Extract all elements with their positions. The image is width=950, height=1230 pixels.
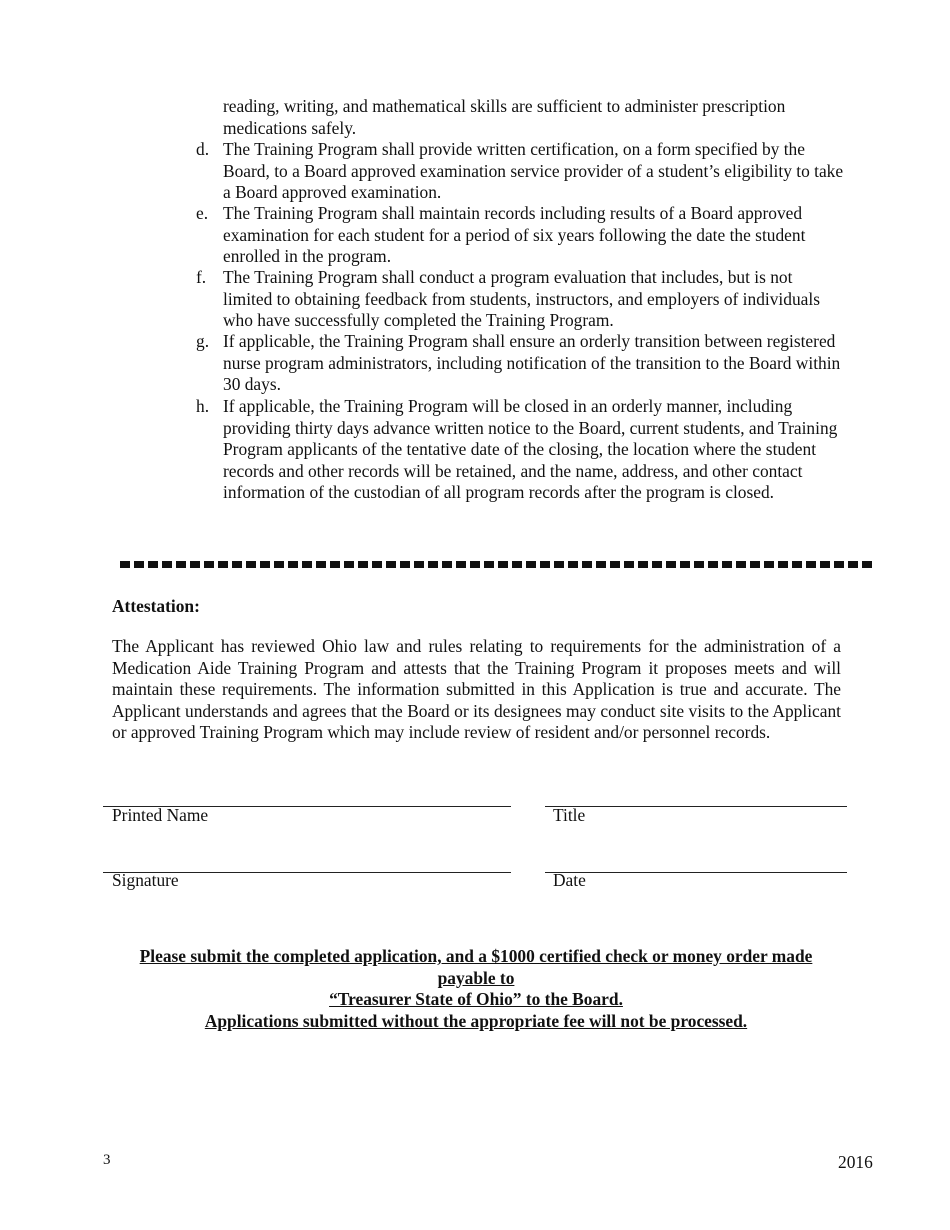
list-item-e	[196, 203, 846, 268]
list-item-f	[196, 267, 846, 332]
list-item-h	[196, 396, 846, 504]
date-label: Date	[553, 870, 586, 890]
printed-name-label: Printed Name	[112, 805, 209, 825]
list-item-g	[196, 331, 846, 396]
list-item-text: The Training Program shall provide written certification, on a form specified by the Board, to a Board approved examination service provider of a student’s eligibility to take a Board approved examination.	[223, 139, 844, 202]
list-item-letter: d.	[196, 139, 210, 159]
list-item-text: If applicable, the Training Program will be closed in an orderly manner, including providing thirty days advance written notice to the Board, current students, and Training Program applicants of the tentative date of the closing, the location where the student records and other records will be retained, and the name, address, and other contact information of the custodian of all program records after the program is closed.	[223, 396, 838, 502]
section-divider	[120, 561, 872, 568]
list-item-text: The Training Program shall maintain records including results of a Board approved examination for each student for a period of six years following the date the student enrolled in the program.	[223, 203, 806, 266]
notice-line-3: Applications submitted without the appropriate fee will not be processed.	[204, 1010, 748, 1031]
title-label: Title	[553, 805, 586, 825]
signature-label: Signature	[112, 870, 179, 890]
notice-line-2: “Treasurer State of Ohio” to the Board.	[329, 989, 623, 1009]
list-item-letter: f.	[196, 267, 207, 287]
list-item-text: The Training Program shall conduct a program evaluation that includes, but is not limited to obtaining feedback from students, instructors, and employers of individuals who have successfully completed the Training Program.	[223, 267, 820, 330]
list-item-letter: h.	[196, 396, 210, 416]
list-item-d	[196, 139, 846, 204]
page-number: 3	[103, 1152, 111, 1168]
notice-line-1: Please submit the completed application, and a $1000 certified check or money order made payable to	[139, 946, 813, 988]
list-item-text: If applicable, the Training Program shall ensure an orderly transition between registered nurse program administrators, including notification of the transition to the Board within 30 days.	[223, 331, 841, 394]
list-item-letter: e.	[196, 203, 209, 223]
date-line[interactable]	[545, 872, 847, 873]
title-line[interactable]	[545, 806, 847, 807]
list-continuation-text: reading, writing, and mathematical skills are sufficient to administer prescription medications safely.	[223, 96, 786, 138]
attestation-body: The Applicant has reviewed Ohio law and rules relating to requirements for the administration of a Medication Aide Training Program and attests that the Training Program it proposes meets and will maintain these requirements. The information submitted in this Application is true and accurate. The Applicant understands and agrees that the Board or its designees may conduct site visits to the Applicant or approved Training Program which may include review of resident and/or personnel records.	[112, 636, 841, 742]
revision-year: 2016	[838, 1152, 873, 1172]
list-item-letter: g.	[196, 331, 210, 351]
attestation-heading: Attestation:	[112, 596, 200, 616]
submission-notice	[110, 946, 842, 1032]
